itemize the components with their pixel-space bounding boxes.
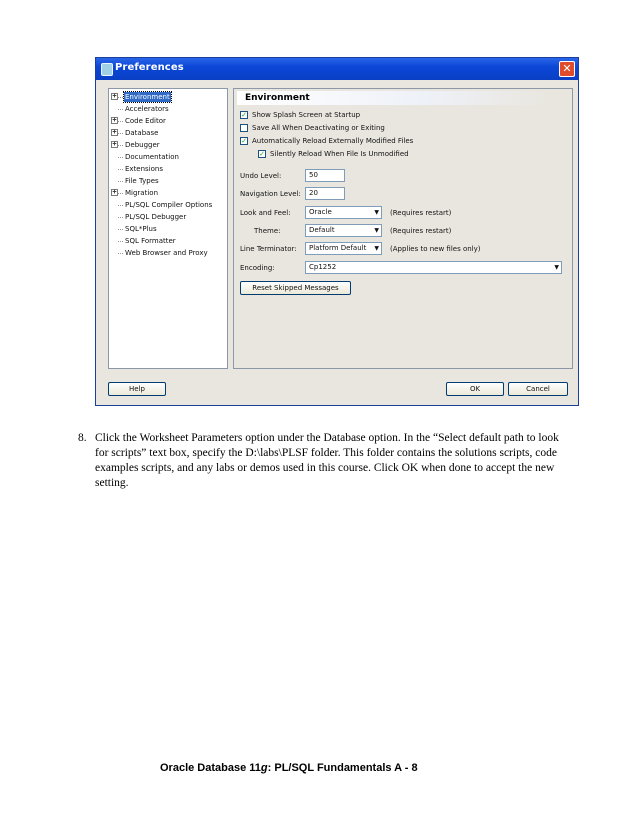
checkbox-label: Save All When Deactivating or Exiting	[252, 124, 385, 132]
dialog-title: Preferences	[115, 62, 184, 73]
line-terminator-label: Line Terminator:	[240, 245, 297, 253]
footer-prefix: Oracle Database 11	[160, 762, 261, 774]
tree-item-label: Web Browser and Proxy	[125, 249, 208, 257]
navigation-level-input[interactable]: 20	[305, 187, 345, 200]
checkbox-checked-icon[interactable]: ✓	[259, 150, 265, 158]
encoding-select[interactable]	[305, 261, 562, 274]
reset-skipped-messages-button[interactable]: Reset Skipped Messages	[240, 281, 351, 295]
expand-icon[interactable]: +	[112, 92, 117, 100]
environment-panel	[233, 88, 573, 369]
footer-italic: g	[260, 762, 268, 774]
select-value: Oracle	[309, 208, 332, 216]
dropdown-arrow-icon[interactable]: ▼	[554, 264, 559, 271]
dropdown-arrow-icon[interactable]: ▼	[374, 245, 379, 252]
page-footer	[160, 762, 418, 774]
ok-button[interactable]: OK	[446, 382, 504, 396]
theme-select[interactable]	[305, 224, 382, 237]
tree-item-label: Documentation	[125, 153, 179, 161]
save-all-checkbox[interactable]	[240, 124, 540, 134]
line-terminator-select[interactable]	[305, 242, 382, 255]
undo-level-input[interactable]: 50	[305, 169, 345, 182]
app-icon	[101, 63, 113, 76]
encoding-label: Encoding:	[240, 264, 275, 272]
tree-item-label: File Types	[125, 177, 159, 185]
checkbox-label: Silently Reload When File Is Unmodified	[270, 150, 409, 158]
theme-label: Theme:	[254, 227, 281, 235]
tree-item-label: Environment	[125, 93, 170, 101]
expand-icon[interactable]: +	[112, 128, 117, 136]
checkbox-checked-icon[interactable]: ✓	[241, 137, 247, 145]
tree-item-label: Code Editor	[125, 117, 166, 125]
tree-item-label: Accelerators	[125, 105, 169, 113]
panel-header	[237, 91, 551, 105]
tree-item-label: Database	[125, 129, 159, 137]
expand-icon[interactable]: +	[112, 188, 117, 196]
auto-reload-checkbox[interactable]	[240, 137, 540, 147]
select-value: Default	[309, 226, 335, 234]
look-and-feel-note: (Requires restart)	[390, 209, 452, 217]
cancel-button[interactable]: Cancel	[508, 382, 568, 396]
select-value: Cp1252	[309, 263, 337, 271]
select-value: Platform Default	[309, 244, 367, 252]
theme-note: (Requires restart)	[390, 227, 452, 235]
tree-item-label: SQL*Plus	[125, 225, 157, 233]
expand-icon[interactable]: +	[112, 116, 117, 124]
line-terminator-note: (Applies to new files only)	[390, 245, 481, 253]
step-text: Click the Worksheet Parameters option under the Database option. In the “Select default path to look for scripts” text box, specify the D:\labs\PLSF folder. This folder contains the solutions scripts, code examples scripts, and any labs or demos used in this course. Click OK when done to accept the new setting.	[95, 432, 559, 489]
panel-title: Environment	[245, 93, 310, 103]
tree-item-label: Migration	[125, 189, 159, 197]
expand-icon[interactable]: +	[112, 140, 117, 148]
preferences-tree	[108, 88, 228, 369]
tree-item-label: PL/SQL Compiler Options	[125, 201, 213, 209]
close-icon[interactable]: ✕	[559, 61, 575, 77]
preferences-dialog	[95, 57, 579, 406]
checkbox-label: Show Splash Screen at Startup	[252, 111, 361, 119]
tree-item-label: Debugger	[125, 141, 160, 149]
footer-suffix: : PL/SQL Fundamentals A - 8	[267, 762, 418, 774]
tree-item-label: SQL Formatter	[125, 237, 176, 245]
help-button[interactable]: Help	[108, 382, 166, 396]
look-and-feel-select[interactable]	[305, 206, 382, 219]
step-number: 8.	[78, 432, 87, 444]
tree-item-label: Extensions	[125, 165, 164, 173]
checkbox-checked-icon[interactable]: ✓	[241, 111, 247, 119]
look-and-feel-label: Look and Feel:	[240, 209, 291, 217]
dropdown-arrow-icon[interactable]: ▼	[374, 227, 379, 234]
checkbox-label: Automatically Reload Externally Modified Files	[252, 137, 414, 145]
navigation-level-label: Navigation Level:	[240, 190, 301, 198]
dropdown-arrow-icon[interactable]: ▼	[374, 209, 379, 216]
undo-level-label: Undo Level:	[240, 172, 282, 180]
show-splash-checkbox[interactable]	[240, 111, 540, 121]
silently-reload-checkbox[interactable]	[258, 150, 538, 160]
tree-item-label: PL/SQL Debugger	[125, 213, 187, 221]
dialog-titlebar[interactable]	[96, 58, 578, 80]
checkbox-unchecked-icon[interactable]	[240, 124, 248, 132]
